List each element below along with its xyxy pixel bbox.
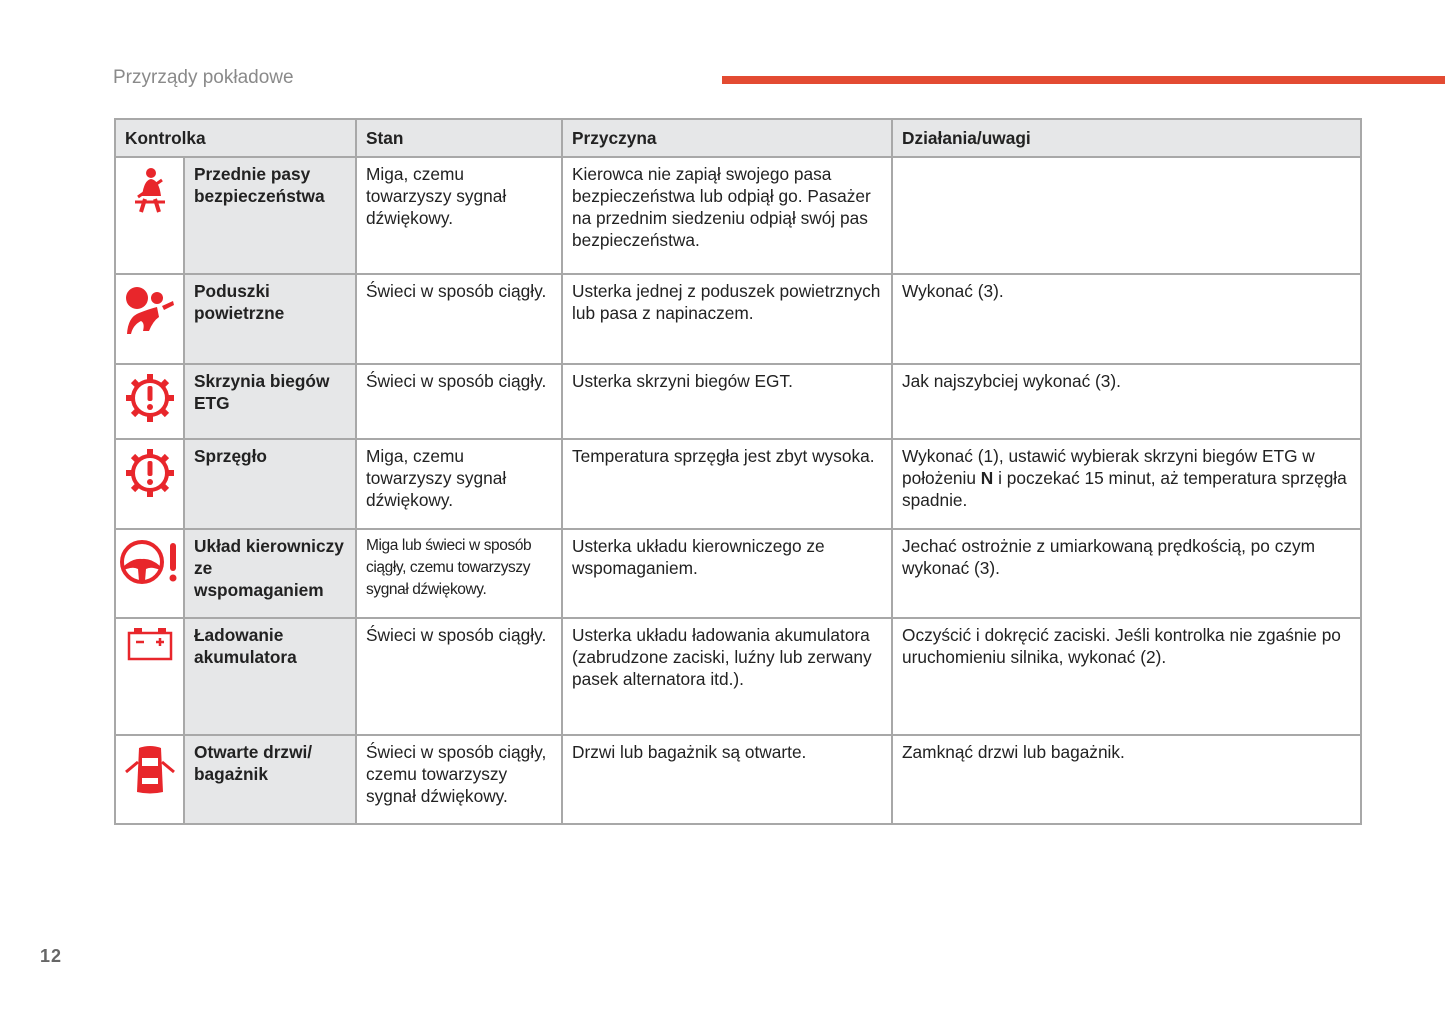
table-header-row — [115, 119, 1361, 157]
table-row — [115, 618, 1361, 735]
status-cell: Świeci w sposób ciągły, czemu towarzyszy sygnał dźwiękowy. — [356, 735, 562, 824]
indicator-name: Skrzynia biegów ETG — [184, 364, 356, 439]
section-title: Przyrządy pokładowe — [113, 67, 294, 88]
indicator-name: Ładowanie akumulatora — [184, 618, 356, 735]
indicator-icon-cell — [115, 157, 184, 274]
column-header-kontrolka: Kontrolka — [115, 119, 356, 157]
cause-cell: Usterka układu kierowniczego ze wspomaganiem. — [562, 529, 892, 618]
table-row — [115, 274, 1361, 364]
status-cell: Świeci w sposób ciągły. — [356, 274, 562, 364]
table-row — [115, 157, 1361, 274]
clutch-warning-icon — [116, 448, 183, 498]
cause-cell: Usterka układu ładowania akumulatora (zabrudzone zaciski, luźny lub zerwany pasek alternatora itd.). — [562, 618, 892, 735]
action-text: Oczyścić i dokręcić zaciski. Jeśli kontrolka nie zgaśnie po uruchomieniu silnika, wykonać (2). — [902, 625, 1341, 667]
indicator-name: Przednie pasy bezpieczeństwa — [184, 157, 356, 274]
action-cell — [892, 439, 1361, 529]
action-text: Zamknąć drzwi lub bagażnik. — [902, 742, 1125, 762]
table-row — [115, 529, 1361, 618]
indicator-name: Otwarte drzwi/ bagażnik — [184, 735, 356, 824]
column-header-stan: Stan — [356, 119, 562, 157]
indicator-icon-cell — [115, 735, 184, 824]
indicator-name: Sprzęgło — [184, 439, 356, 529]
indicator-icon-cell — [115, 439, 184, 529]
action-text: Wykonać (3). — [902, 281, 1004, 301]
action-cell — [892, 157, 1361, 274]
action-cell — [892, 274, 1361, 364]
column-header-dzialania: Działania/uwagi — [892, 119, 1361, 157]
action-text: Jak najszybciej wykonać (3). — [902, 371, 1121, 391]
action-cell — [892, 618, 1361, 735]
table-row — [115, 735, 1361, 824]
table-row — [115, 439, 1361, 529]
action-cell — [892, 735, 1361, 824]
column-header-przyczyna: Przyczyna — [562, 119, 892, 157]
warning-lights-table — [114, 118, 1362, 825]
action-text-bold: N — [980, 468, 994, 488]
airbag-icon — [116, 283, 183, 337]
indicator-icon-cell — [115, 274, 184, 364]
status-cell: Miga, czemu towarzyszy sygnał dźwiękowy. — [356, 439, 562, 529]
cause-cell: Usterka skrzyni biegów EGT. — [562, 364, 892, 439]
battery-icon — [116, 627, 183, 661]
indicator-icon-cell — [115, 364, 184, 439]
status-cell: Świeci w sposób ciągły. — [356, 364, 562, 439]
status-cell: Świeci w sposób ciągły. — [356, 618, 562, 735]
cause-cell: Usterka jednej z poduszek powietrznych lub pasa z napinaczem. — [562, 274, 892, 364]
cause-cell: Temperatura sprzęgła jest zbyt wysoka. — [562, 439, 892, 529]
table-row — [115, 364, 1361, 439]
indicator-icon-cell — [115, 618, 184, 735]
power-steering-icon — [116, 538, 183, 588]
action-cell — [892, 364, 1361, 439]
door-open-icon — [116, 744, 183, 796]
indicator-name: Poduszki powietrzne — [184, 274, 356, 364]
indicator-icon-cell — [115, 529, 184, 618]
gearbox-warning-icon — [116, 373, 183, 423]
action-text: Wykonać (1), ustawić wybierak skrzyni biegów ETG w położeniu — [902, 446, 1315, 488]
cause-cell: Drzwi lub bagażnik są otwarte. — [562, 735, 892, 824]
accent-bar — [722, 76, 1445, 84]
cause-cell: Kierowca nie zapiął swojego pasa bezpieczeństwa lub odpiął go. Pasażer na przednim siedzeniu odpiął swój pas bezpieczeństwa. — [562, 157, 892, 274]
indicator-name: Układ kierowniczy ze wspomaganiem — [184, 529, 356, 618]
status-cell: Miga, czemu towarzyszy sygnał dźwiękowy. — [356, 157, 562, 274]
status-cell: Miga lub świeci w sposób ciągły, czemu towarzyszy sygnał dźwiękowy. — [356, 529, 562, 618]
seatbelt-icon — [116, 166, 183, 214]
action-text: Jechać ostrożnie z umiarkowaną prędkością, po czym wykonać (3). — [902, 536, 1316, 578]
page-number: 12 — [40, 946, 63, 966]
action-text-cont: i poczekać 15 minut, aż temperatura sprzęgła spadnie. — [902, 468, 1347, 510]
action-cell — [892, 529, 1361, 618]
